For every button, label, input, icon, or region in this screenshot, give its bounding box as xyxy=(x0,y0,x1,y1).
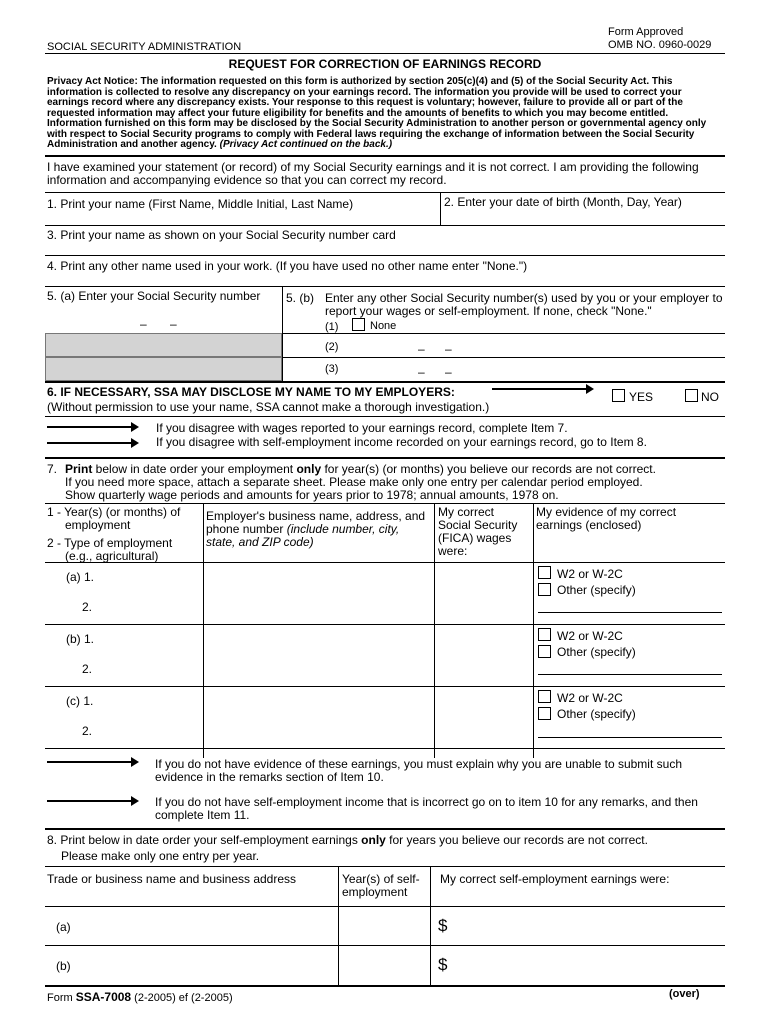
arrow-icon xyxy=(47,761,137,763)
shaded-block xyxy=(45,333,282,357)
col-year-header: 1 - Year(s) (or months) of employment xyxy=(47,505,181,532)
ssn-field[interactable] xyxy=(47,306,279,331)
col-self-employment-earnings-header: My correct self-employment earnings were: xyxy=(440,872,670,886)
ssn-dash: – xyxy=(170,317,177,331)
arrow-icon xyxy=(47,800,137,802)
ssn-1-label: (1) xyxy=(325,321,339,333)
card-name-field[interactable] xyxy=(47,243,723,255)
w2-checkbox[interactable] xyxy=(538,566,551,579)
w2-label: W2 or W-2C xyxy=(557,691,623,705)
agency-name: SOCIAL SECURITY ADMINISTRATION xyxy=(47,41,242,53)
other-ssn-3-field[interactable] xyxy=(350,359,720,379)
ssn-2-label: (2) xyxy=(325,341,339,353)
no-self-employment-note: If you do not have self-employment income that is incorrect go on to item 10 for any remarks, and then complete Item 11. xyxy=(155,795,698,822)
intro-statement: I have examined your statement (or record) of my Social Security earnings and it is not correct. I am providing the following information and accompanying evidence so that you can correct my record. xyxy=(47,160,699,187)
yes-checkbox[interactable] xyxy=(612,389,625,402)
other-specify-line[interactable] xyxy=(538,674,722,675)
row-a-label: (a) xyxy=(56,920,71,934)
item-5a-label: 5. (a) Enter your Social Security number xyxy=(47,289,261,303)
w2-label: W2 or W-2C xyxy=(557,567,623,581)
item-5b-number: 5. (b) xyxy=(286,291,315,305)
row-b-year-label: (b) 1. xyxy=(66,632,95,646)
item-6-label: 6. IF NECESSARY, SSA MAY DISCLOSE MY NAME TO MY EMPLOYERS: xyxy=(47,385,455,399)
other-label: Other (specify) xyxy=(557,707,636,721)
other-label: Other (specify) xyxy=(557,583,636,597)
arrow-icon xyxy=(47,442,137,444)
disagree-wages-note: If you disagree with wages reported to your earnings record, complete Item 7. xyxy=(156,421,568,435)
shaded-block xyxy=(45,357,282,381)
no-evidence-note: If you do not have evidence of these earnings, you must explain why you are unable to submit such evidence in the remarks section of Item 10. xyxy=(155,757,682,784)
form-approved-label: Form Approved xyxy=(608,26,684,38)
item-7-line2: If you need more space, attach a separate sheet. Please make only one entry per calendar period employed. xyxy=(65,475,643,489)
other-checkbox[interactable] xyxy=(538,583,551,596)
none-checkbox[interactable] xyxy=(352,318,365,331)
over-label: (over) xyxy=(669,988,700,1000)
privacy-notice: Privacy Act Notice: The information requested on this form is authorized by section 205(c)(4) and (5) of the Social Security Act. This information is collected to resolve any discrepancy on your earnings record. The information you provide will be used to correct your earnings record where any discrepancy exists. Your response to this request is voluntary; however, failure to provide all or part of the requested information may affect your future eligibility for benefits and the amounts of benefits to which you may become entitled. Information furnished on this form may be disclosed by the Social Security Administration to another person or governmental agency only with respect to Social Security programs to comply with Federal laws requiring the exchange of information between the Social Security Administration and another agency. (Privacy Act continued on the back.) xyxy=(47,76,707,150)
date-of-birth-field[interactable] xyxy=(444,210,724,225)
w2-checkbox[interactable] xyxy=(538,628,551,641)
other-name-field[interactable] xyxy=(47,273,723,285)
disagree-self-employment-note: If you disagree with self-employment income recorded on your earnings record, go to Item 8. xyxy=(156,435,647,449)
other-specify-line[interactable] xyxy=(538,737,722,738)
omb-number: OMB NO. 0960-0029 xyxy=(608,39,712,51)
name-field[interactable] xyxy=(47,212,437,225)
item-7-line3: Show quarterly wage periods and amounts for years prior to 1978; annual amounts, 1978 on. xyxy=(65,488,559,502)
other-label: Other (specify) xyxy=(557,645,636,659)
col-trade-header: Trade or business name and business address xyxy=(47,872,297,886)
other-checkbox[interactable] xyxy=(538,707,551,720)
no-label: NO xyxy=(701,390,719,404)
row-c-type-label: 2. xyxy=(82,724,93,738)
col-self-employment-year-header: Year(s) of self-employment xyxy=(342,872,420,899)
item-7-number: 7. xyxy=(47,462,58,476)
item-2-label: 2. Enter your date of birth (Month, Day, Year) xyxy=(444,195,682,209)
col-evidence-header: My evidence of my correct earnings (enclosed) xyxy=(536,505,677,532)
item-8-intro: 8. Print below in date order your self-employment earnings only for years you believe our records are not correct. xyxy=(47,833,648,847)
w2-label: W2 or W-2C xyxy=(557,629,623,643)
col-type-header: 2 - Type of employment (e.g., agricultural) xyxy=(47,536,173,563)
col-wages-header: My correct Social Security (FICA) wages were: xyxy=(438,505,518,558)
form-title: REQUEST FOR CORRECTION OF EARNINGS RECORD xyxy=(228,57,542,71)
no-checkbox[interactable] xyxy=(685,389,698,402)
ssn-dash: – xyxy=(140,317,147,331)
ssn-dash: – xyxy=(418,365,425,379)
other-ssn-2-field[interactable] xyxy=(350,336,720,355)
w2-checkbox[interactable] xyxy=(538,690,551,703)
row-c-year-label: (c) 1. xyxy=(66,694,94,708)
earnings-a-field[interactable] xyxy=(455,910,720,940)
dollar-sign: $ xyxy=(438,916,448,935)
row-a-type-label: 2. xyxy=(82,600,93,614)
item-3-label: 3. Print your name as shown on your Social Security number card xyxy=(47,228,396,242)
row-b-label: (b) xyxy=(56,959,71,973)
yes-label: YES xyxy=(629,390,654,404)
row-b-type-label: 2. xyxy=(82,662,93,676)
item-4-label: 4. Print any other name used in your work. (If you have used no other name enter "None.") xyxy=(47,259,528,273)
dollar-sign: $ xyxy=(438,955,448,974)
ssn-dash: – xyxy=(445,342,452,356)
form-number: Form SSA-7008 (2-2005) ef (2-2005) xyxy=(47,990,233,1004)
item-5b-label: Enter any other Social Security number(s) used by you or your employer to report your wages or self-employment. If none, check "None." xyxy=(325,291,723,318)
item-1-label: 1. Print your name (First Name, Middle Initial, Last Name) xyxy=(47,197,354,211)
other-specify-line[interactable] xyxy=(538,612,722,613)
other-checkbox[interactable] xyxy=(538,645,551,658)
ssn-3-label: (3) xyxy=(325,363,339,375)
ssn-dash: – xyxy=(445,365,452,379)
ssn-dash: – xyxy=(418,342,425,356)
arrow-icon xyxy=(47,426,137,428)
item-8-line2: Please make only one entry per year. xyxy=(61,849,260,863)
arrow-icon xyxy=(492,388,592,390)
item-6-subtext: (Without permission to use your name, SSA cannot make a thorough investigation.) xyxy=(47,400,490,414)
row-a-year-label: (a) 1. xyxy=(66,570,95,584)
earnings-b-field[interactable] xyxy=(455,949,720,981)
none-label: None xyxy=(370,320,397,332)
col-employer-header: Employer's business name, address, and phone number (include number, city, state, and ZIP code) xyxy=(206,509,426,549)
item-7-intro: Print below in date order your employment only for year(s) (or months) you believe our records are not correct. xyxy=(65,462,656,476)
